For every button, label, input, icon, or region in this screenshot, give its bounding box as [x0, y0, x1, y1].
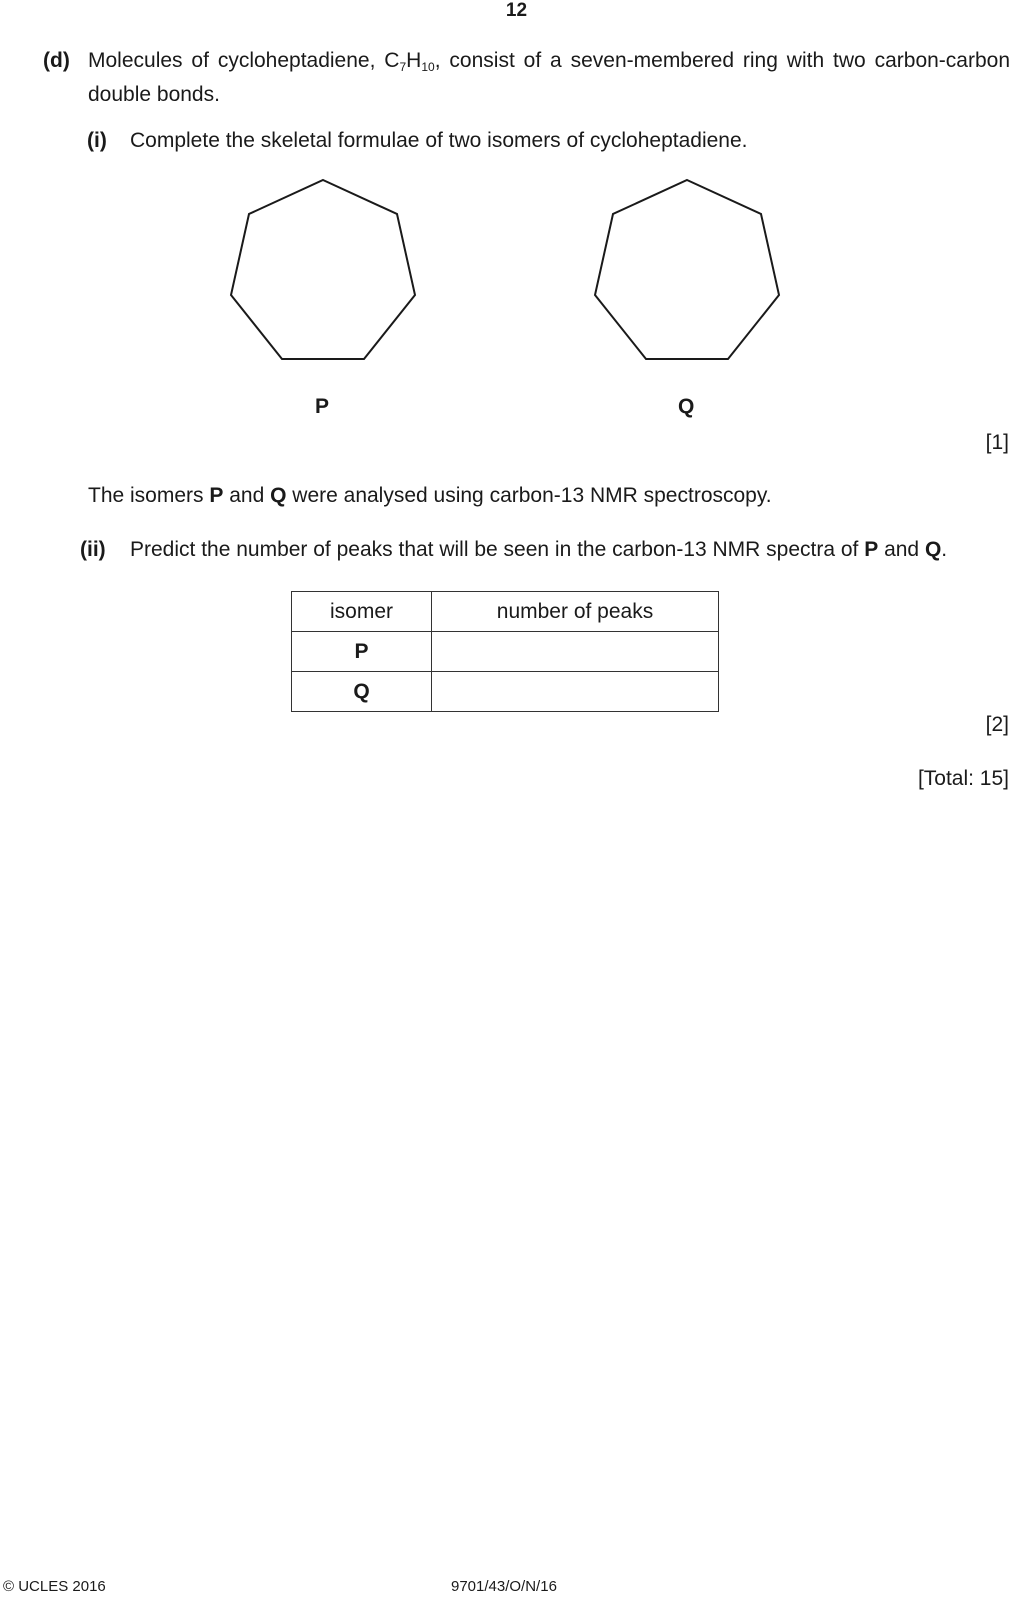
footer-paper-code: 9701/43/O/N/16 [451, 1578, 557, 1595]
part-i-text: Complete the skeletal formulae of two isomers of cycloheptadiene. [130, 129, 748, 152]
total-marks: [Total: 15] [917, 767, 1009, 790]
part-d-text: Molecules of cycloheptadiene, $C_7H_{10}$, consist of a seven-membered ring with two carbon-carbon double bonds. [88, 49, 1010, 106]
part-i-label: (i) [87, 129, 107, 152]
isomer-p-label: P [315, 395, 330, 418]
table-row [292, 672, 719, 712]
part-ii-label: (ii) [80, 538, 106, 561]
page-number: 12 [505, 0, 528, 21]
row-isomer-p: P [292, 632, 432, 672]
heptagon-ring-q [589, 174, 785, 364]
header-number-of-peaks: number of peaks [432, 592, 719, 632]
row-isomer-q: Q [292, 672, 432, 712]
table-header-row [292, 592, 719, 632]
marks-part-i: [1] [985, 431, 1009, 454]
peaks-answer-q[interactable] [432, 672, 719, 712]
part-ii-text: Predict the number of peaks that will be seen in the carbon-13 NMR spectra of P and Q. [130, 538, 948, 561]
part-d-label: (d) [43, 49, 70, 72]
nmr-peaks-table [291, 591, 719, 712]
analysis-text: The isomers P and Q were analysed using carbon-13 NMR spectroscopy. [88, 484, 772, 507]
footer-copyright: © UCLES 2016 [3, 1578, 106, 1595]
table-row [292, 632, 719, 672]
marks-part-ii: [2] [985, 713, 1009, 736]
header-isomer: isomer [292, 592, 432, 632]
heptagon-ring-p [225, 174, 421, 364]
isomer-q-label: Q [678, 395, 695, 418]
peaks-answer-p[interactable] [432, 632, 719, 672]
